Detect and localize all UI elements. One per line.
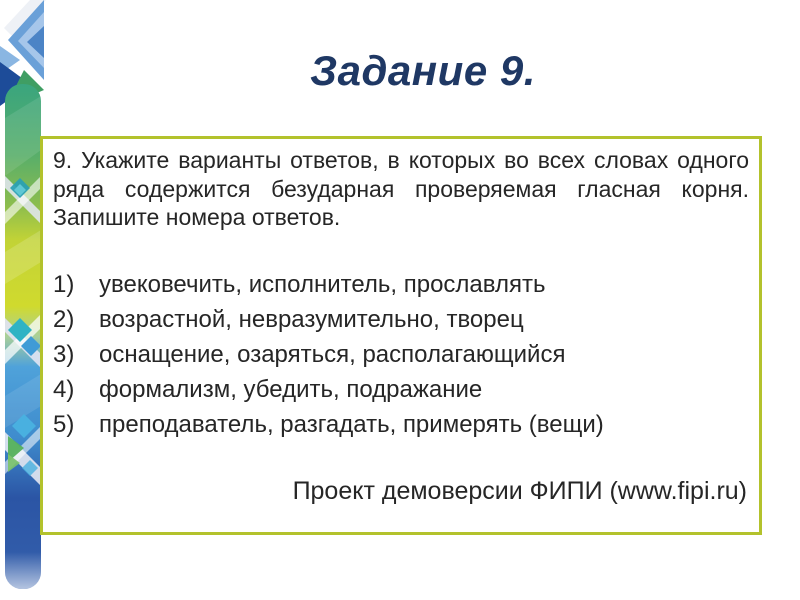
option-text: возрастной, невразумительно, творец [99, 305, 524, 333]
option-item-3 [53, 337, 749, 372]
option-number: 4) [53, 375, 75, 403]
option-item-2 [53, 302, 749, 337]
option-item-5 [53, 407, 749, 442]
option-text: оснащение, озаряться, располагающийся [99, 340, 566, 368]
source-credit: Проект демоверсии ФИПИ (www.fipi.ru) [292, 477, 747, 505]
option-item-4 [53, 372, 749, 407]
task-prompt: 9. Укажите варианты ответов, в которых во всех словах одного ряда содержится безударная проверяемая гласная корня. Запишите номера ответов. [53, 147, 749, 230]
option-number: 2) [53, 305, 75, 333]
options-list [53, 267, 749, 442]
option-number: 1) [53, 270, 75, 298]
option-number: 5) [53, 410, 75, 438]
slide-title: Задание 9. [310, 47, 536, 94]
task-box [40, 136, 762, 535]
option-text: увековечить, исполнитель, прославлять [99, 270, 546, 298]
option-text: формализм, убедить, подражание [99, 375, 483, 403]
option-text: преподаватель, разгадать, примерять (вещи) [99, 410, 604, 438]
option-number: 3) [53, 340, 75, 368]
option-item-1 [53, 267, 749, 302]
